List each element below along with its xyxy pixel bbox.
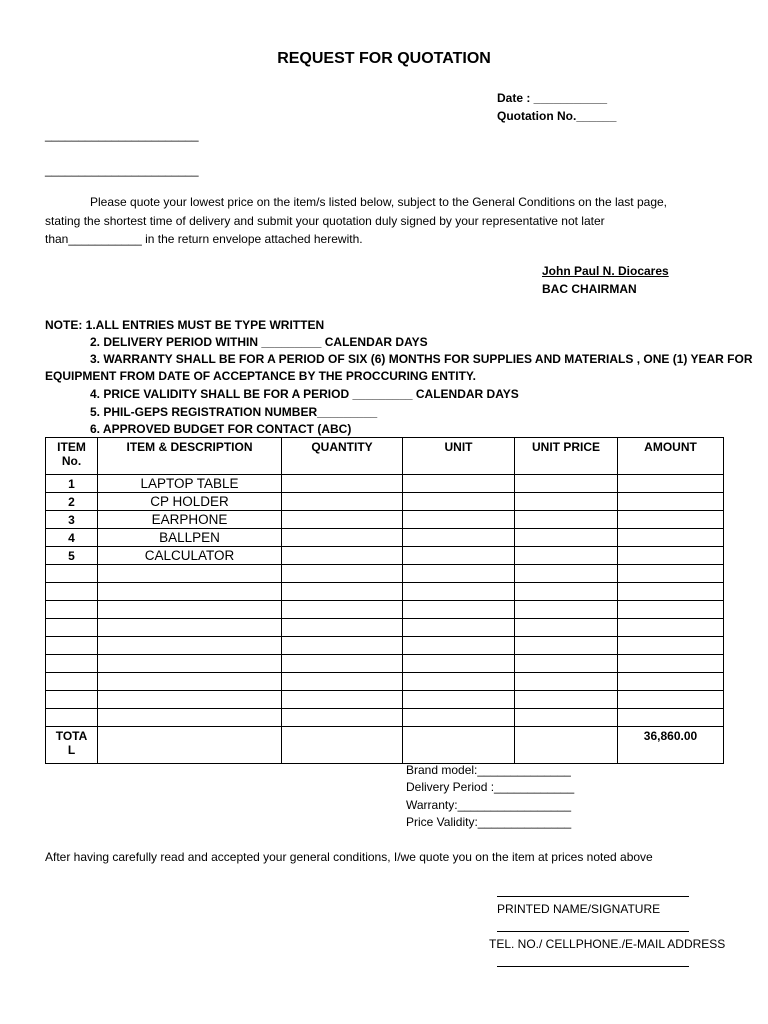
acceptance-statement: After having carefully read and accepted your general conditions, I/we quote you on the item at prices noted above [45,850,653,864]
amount-cell [618,529,724,547]
quantity-cell [282,547,403,565]
header-unit: UNIT [403,438,515,475]
empty-table-row [46,601,724,619]
total-amount: 36,860.00 [618,727,724,764]
instruction-paragraph [45,193,715,249]
contact-label: TEL. NO./ CELLPHONE./E-MAIL ADDRESS [489,937,726,951]
empty-table-row [46,619,724,637]
table-row [46,475,724,493]
unit-cell [403,547,515,565]
table-row [46,529,724,547]
empty-table-row [46,565,724,583]
unit-cell [403,529,515,547]
amount-cell [618,547,724,565]
unit-price-cell [515,529,618,547]
address-line-2: _______________________ [45,163,199,177]
unit-price-cell [515,493,618,511]
address-line-1: _______________________ [45,128,199,142]
total-label [46,727,98,764]
unit-cell [403,475,515,493]
table-row [46,493,724,511]
warranty-field: Warranty:_________________ [406,798,572,812]
paragraph-line-2: stating the shortest time of delivery and submit your quotation duly signed by your representative not later [45,213,605,228]
paragraph-line-1: Please quote your lowest price on the item/s listed below, subject to the General Conditions on the last page, [90,195,668,209]
amount-cell [618,475,724,493]
table-header-row [46,438,724,475]
quantity-cell [282,493,403,511]
note-1: NOTE: 1.ALL ENTRIES MUST BE TYPE WRITTEN [45,318,325,332]
printed-name-signature-label: PRINTED NAME/SIGNATURE [497,902,661,916]
unit-cell [403,493,515,511]
item-description: LAPTOP TABLE [98,475,282,493]
signature-line [497,896,689,897]
note-4: 4. PRICE VALIDITY SHALL BE FOR A PERIOD _________ CALENDAR DAYS [90,387,519,401]
item-number: 5 [46,547,98,565]
header-amount: AMOUNT [618,438,724,475]
delivery-period-field: Delivery Period :____________ [406,780,575,794]
total-label-line-1: TOTA [55,729,88,743]
page-title: REQUEST FOR QUOTATION [277,50,491,67]
signatory-position: BAC CHAIRMAN [542,282,637,296]
date-field: Date : ___________ [497,91,608,105]
brand-model-field: Brand model:______________ [406,763,571,777]
item-description: EARPHONE [98,511,282,529]
item-number: 4 [46,529,98,547]
quantity-cell [282,511,403,529]
quantity-cell [282,475,403,493]
item-description: CP HOLDER [98,493,282,511]
paragraph-line-3: than___________ in the return envelope attached herewith. [45,232,363,246]
header-item-no [46,438,98,475]
empty-table-row [46,655,724,673]
item-number: 2 [46,493,98,511]
total-label-line-2: L [67,743,76,757]
total-row [46,727,724,764]
header-item-no-line-1: ITEM [57,440,86,454]
amount-cell [618,493,724,511]
items-table [45,437,724,764]
unit-price-cell [515,475,618,493]
item-number: 3 [46,511,98,529]
signatory-name: John Paul N. Diocares [542,264,669,278]
amount-cell [618,511,724,529]
note-5: 5. PHIL-GEPS REGISTRATION NUMBER_________ [90,405,378,419]
note-3a: 3. WARRANTY SHALL BE FOR A PERIOD OF SIX (6) MONTHS FOR SUPPLIES AND MATERIALS , ONE (1) YEAR FOR [90,352,753,366]
item-description: BALLPEN [98,529,282,547]
unit-cell [403,511,515,529]
extra-line [497,966,689,967]
empty-table-row [46,709,724,727]
unit-price-cell [515,547,618,565]
unit-price-cell [515,511,618,529]
empty-table-row [46,637,724,655]
header-unit-price: UNIT PRICE [515,438,618,475]
item-description: CALCULATOR [98,547,282,565]
empty-table-row [46,583,724,601]
note-3b: EQUIPMENT FROM DATE OF ACCEPTANCE BY THE PROCCURING ENTITY. [45,369,476,383]
header-item-no-line-2: No. [61,454,82,468]
price-validity-field: Price Validity:______________ [406,815,572,829]
header-description: ITEM & DESCRIPTION [98,438,282,475]
quantity-cell [282,529,403,547]
contact-line [497,931,689,932]
empty-table-row [46,673,724,691]
header-quantity: QUANTITY [282,438,403,475]
note-2: 2. DELIVERY PERIOD WITHIN _________ CALENDAR DAYS [90,335,428,349]
note-6: 6. APPROVED BUDGET FOR CONTACT (ABC) [90,422,352,436]
item-number: 1 [46,475,98,493]
table-row [46,511,724,529]
empty-table-row [46,691,724,709]
quotation-number-field: Quotation No.______ [497,109,617,123]
table-row [46,547,724,565]
